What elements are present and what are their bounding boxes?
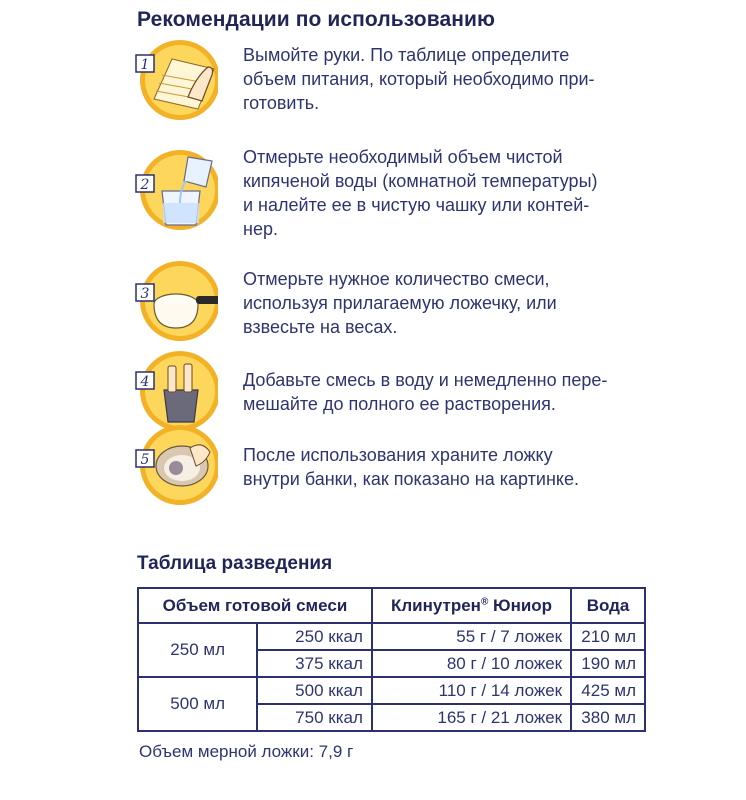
step-1-text: Вымойте руки. По таблице определите объем питания, который необходимо при- готовить. bbox=[243, 45, 595, 113]
volume-cell: 500 мл bbox=[138, 677, 257, 731]
water-cell: 210 мл bbox=[571, 623, 645, 650]
svg-text:3: 3 bbox=[140, 286, 150, 302]
water-cell: 425 мл bbox=[571, 677, 645, 704]
amount-cell: 165 г / 21 ложек bbox=[372, 704, 571, 731]
header-volume: Объем готовой смеси bbox=[138, 588, 372, 623]
dilution-table bbox=[137, 587, 646, 732]
table-row bbox=[138, 623, 645, 650]
amount-cell: 80 г / 10 ложек bbox=[372, 650, 571, 677]
amount-cell: 55 г / 7 ложек bbox=[372, 623, 571, 650]
kcal-cell: 750 ккал bbox=[257, 704, 372, 731]
step-4-text: Добавьте смесь в воду и немедленно пере- мешайте до полного ее растворения. bbox=[243, 370, 608, 414]
step-5-text: После использования храните ложку внутри банки, как показано на картинке. bbox=[243, 445, 579, 489]
svg-text:4: 4 bbox=[140, 374, 150, 390]
table-title: Таблица разведения bbox=[137, 553, 333, 574]
kcal-cell: 500 ккал bbox=[257, 677, 372, 704]
scoop-volume-note: Объем мерной ложки: 7,9 г bbox=[139, 742, 354, 761]
pour-water-icon bbox=[132, 147, 218, 233]
table-header-row bbox=[138, 588, 645, 623]
table-row bbox=[138, 677, 645, 704]
svg-text:1: 1 bbox=[140, 57, 150, 73]
svg-text:5: 5 bbox=[140, 452, 150, 468]
kcal-cell: 250 ккал bbox=[257, 623, 372, 650]
step-3-text: Отмерьте нужное количество смеси, используя прилагаемую ложечку, или взвесьте на весах. bbox=[243, 269, 557, 337]
measuring-scoop-icon bbox=[132, 258, 218, 344]
volume-cell: 250 мл bbox=[138, 623, 257, 677]
svg-text:2: 2 bbox=[140, 177, 150, 193]
header-product: Клинутрен® Юниор bbox=[372, 588, 571, 623]
amount-cell: 110 г / 14 ложек bbox=[372, 677, 571, 704]
page-title: Рекомендации по использованию bbox=[137, 8, 496, 31]
water-cell: 190 мл bbox=[571, 650, 645, 677]
hand-table-icon bbox=[132, 37, 218, 123]
header-water: Вода bbox=[571, 588, 645, 623]
store-scoop-in-can-icon bbox=[132, 422, 218, 508]
kcal-cell: 375 ккал bbox=[257, 650, 372, 677]
step-2-text: Отмерьте необходимый объем чистой кипяченой воды (комнатной температуры) и налейте ее в чистую чашку или контей- нер. bbox=[243, 147, 598, 239]
water-cell: 380 мл bbox=[571, 704, 645, 731]
